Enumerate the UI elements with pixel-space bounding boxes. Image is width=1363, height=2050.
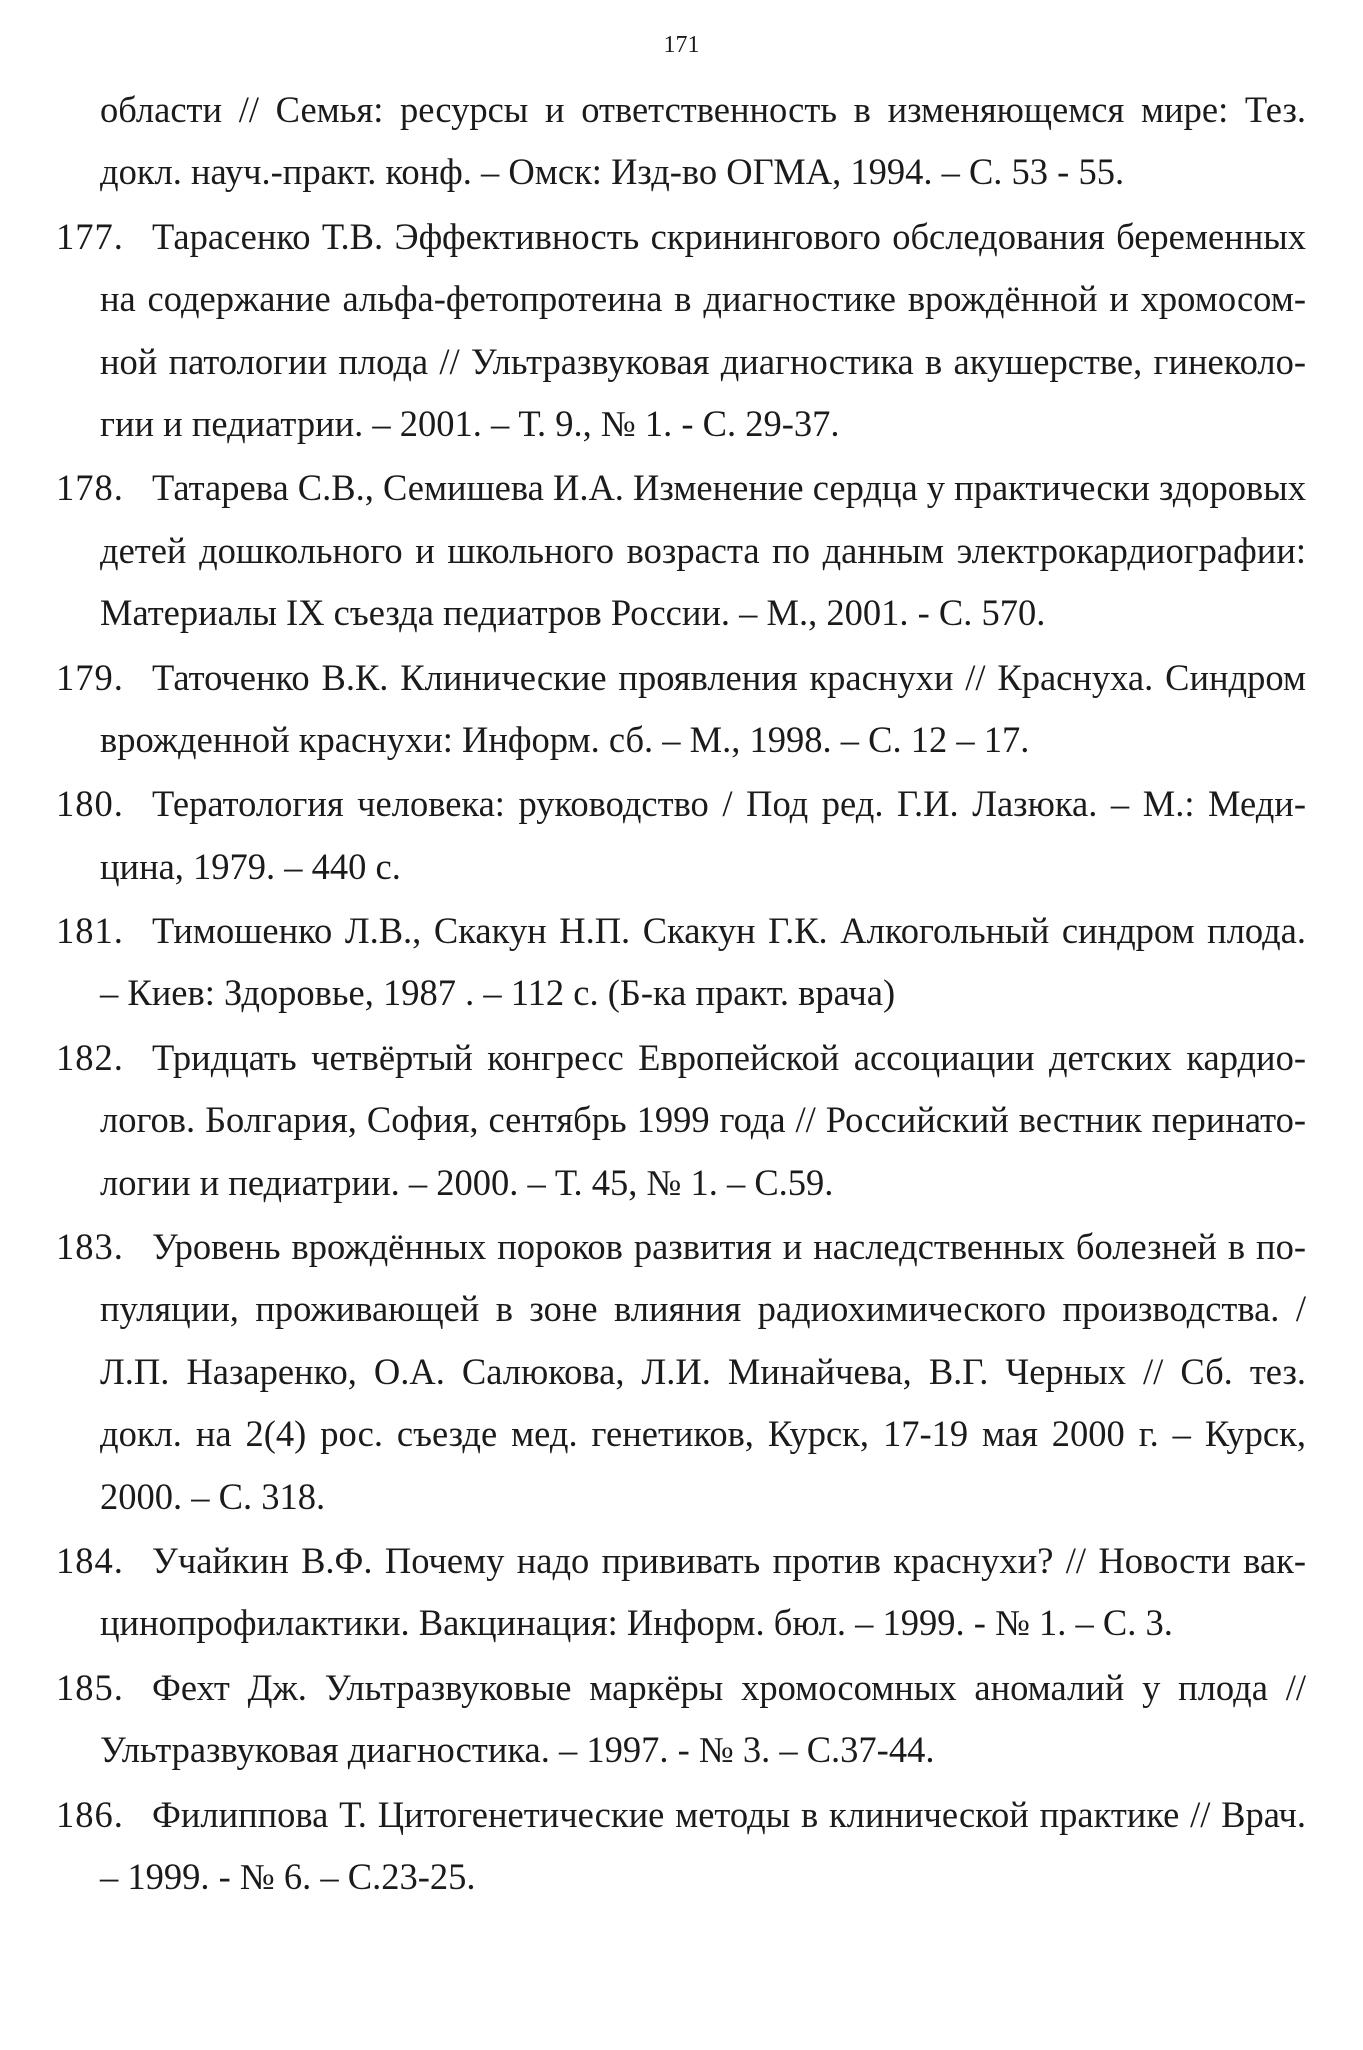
entry-text [100, 1027, 1306, 1214]
entry-text [100, 1784, 1306, 1909]
bibliography-entry [56, 900, 1306, 1025]
text-line: Тарасенко Т.В. Эффективность скринингового обследования беременных [152, 215, 1306, 257]
text-line: 2000. – С. 318. [100, 1475, 326, 1517]
text-line: Фехт Дж. Ультразвуковые маркёры хромосомных аномалий у плода // [152, 1666, 1306, 1708]
bibliography-entry [56, 457, 1307, 644]
entry-number: 184. [56, 1539, 124, 1581]
text-line: детей дошкольного и школьного возраста по данным электрокардиографии: [100, 529, 1306, 571]
text-line: гии и педиатрии. – 2001. – Т. 9., № 1. - С. 29-37. [100, 402, 840, 444]
entry-text [100, 647, 1306, 772]
entry-number: 179. [56, 656, 124, 698]
entry-text [100, 773, 1306, 898]
bibliography-entry [56, 1027, 1306, 1214]
entry-number: 185. [56, 1666, 124, 1708]
text-line: докл. науч.-практ. конф. – Омск: Изд-во ОГМА, 1994. – С. 53 - 55. [100, 151, 1125, 193]
entry-number: 178. [56, 467, 124, 509]
bibliography-entry [56, 206, 1306, 456]
entry-text [100, 457, 1307, 644]
text-line: на содержание альфа-фетопротеина в диагностике врождённой и хромосом- [100, 278, 1306, 320]
entry-text [100, 206, 1306, 456]
bibliography-entry [56, 647, 1306, 772]
text-line: области // Семья: ресурсы и ответственность в изменяющемся мире: Тез. [100, 89, 1306, 130]
bibliography-entry [56, 1216, 1306, 1528]
text-line: ной патологии плода // Ультразвуковая диагностика в акушерстве, гинеколо- [100, 340, 1306, 382]
entry-text [100, 1530, 1306, 1655]
text-line: докл. на 2(4) рос. съезде мед. генетиков, Курск, 17-19 мая 2000 г. – Курск, [100, 1413, 1306, 1455]
text-line: пуляции, проживающей в зоне влияния радиохимического производства. / [100, 1288, 1306, 1330]
entry-number: 181. [56, 910, 124, 952]
text-line: Уровень врождённых пороков развития и наследственных болезней в по- [152, 1226, 1306, 1268]
text-line: Материалы IX съезда педиатров России. – М., 2001. - С. 570. [100, 592, 1046, 634]
entry-number: 180. [56, 783, 124, 825]
text-line: врожденной краснухи: Информ. сб. – М., 1998. – С. 12 – 17. [100, 718, 1030, 760]
text-line: – 1999. - № 6. – С.23-25. [100, 1855, 476, 1897]
continuation-paragraph [100, 79, 1306, 204]
text-line: Тимошенко Л.В., Скакун Н.П. Скакун Г.К. Алкогольный синдром плода. [152, 910, 1306, 952]
text-line: Тератология человека: руководство / Под ред. Г.И. Лазюка. – М.: Меди- [152, 783, 1306, 825]
entry-number: 182. [56, 1036, 124, 1078]
text-line: Филиппова Т. Цитогенетические методы в клинической практике // Врач. [152, 1793, 1306, 1835]
text-line: Тридцать четвёртый конгресс Европейской ассоциации детских кардио- [152, 1036, 1306, 1078]
entry-text [100, 1216, 1306, 1528]
text-line: цина, 1979. – 440 с. [100, 845, 401, 887]
text-line: логии и педиатрии. – 2000. – Т. 45, № 1. – С.59. [100, 1161, 834, 1203]
entry-number: 177. [56, 215, 124, 257]
text-line: Татарева С.В., Семишева И.А. Изменение сердца у практически здоровых [152, 467, 1307, 509]
text-line: Ультразвуковая диагностика. – 1997. - № 3. – С.37-44. [100, 1729, 935, 1771]
text-line: Учайкин В.Ф. Почему надо прививать против краснухи? // Новости вак- [152, 1539, 1306, 1581]
text-line: цинопрофилактики. Вакцинация: Информ. бюл. – 1999. - № 1. – С. 3. [100, 1602, 1173, 1644]
entry-text [100, 900, 1306, 1025]
text-line: Л.П. Назаренко, О.А. Салюкова, Л.И. Минайчева, В.Г. Черных // Сб. тез. [100, 1350, 1306, 1392]
page-number: 171 [663, 32, 700, 58]
text-line: – Киев: Здоровье, 1987 . – 112 с. (Б-ка практ. врача) [100, 972, 896, 1014]
bibliography-entry [56, 1530, 1306, 1655]
entry-number: 183. [56, 1226, 124, 1268]
entry-number: 186. [56, 1793, 124, 1835]
text-line: Таточенко В.К. Клинические проявления краснухи // Краснуха. Синдром [152, 656, 1306, 698]
bibliography-list [56, 79, 1307, 1908]
bibliography-entry [56, 1657, 1306, 1782]
entry-text [100, 1657, 1306, 1782]
text-line: логов. Болгария, София, сентябрь 1999 года // Российский вестник перинато- [100, 1099, 1306, 1141]
bibliography-entry [56, 773, 1306, 898]
bibliography-entry [56, 1784, 1306, 1909]
bibliography-entries [56, 206, 1307, 1909]
